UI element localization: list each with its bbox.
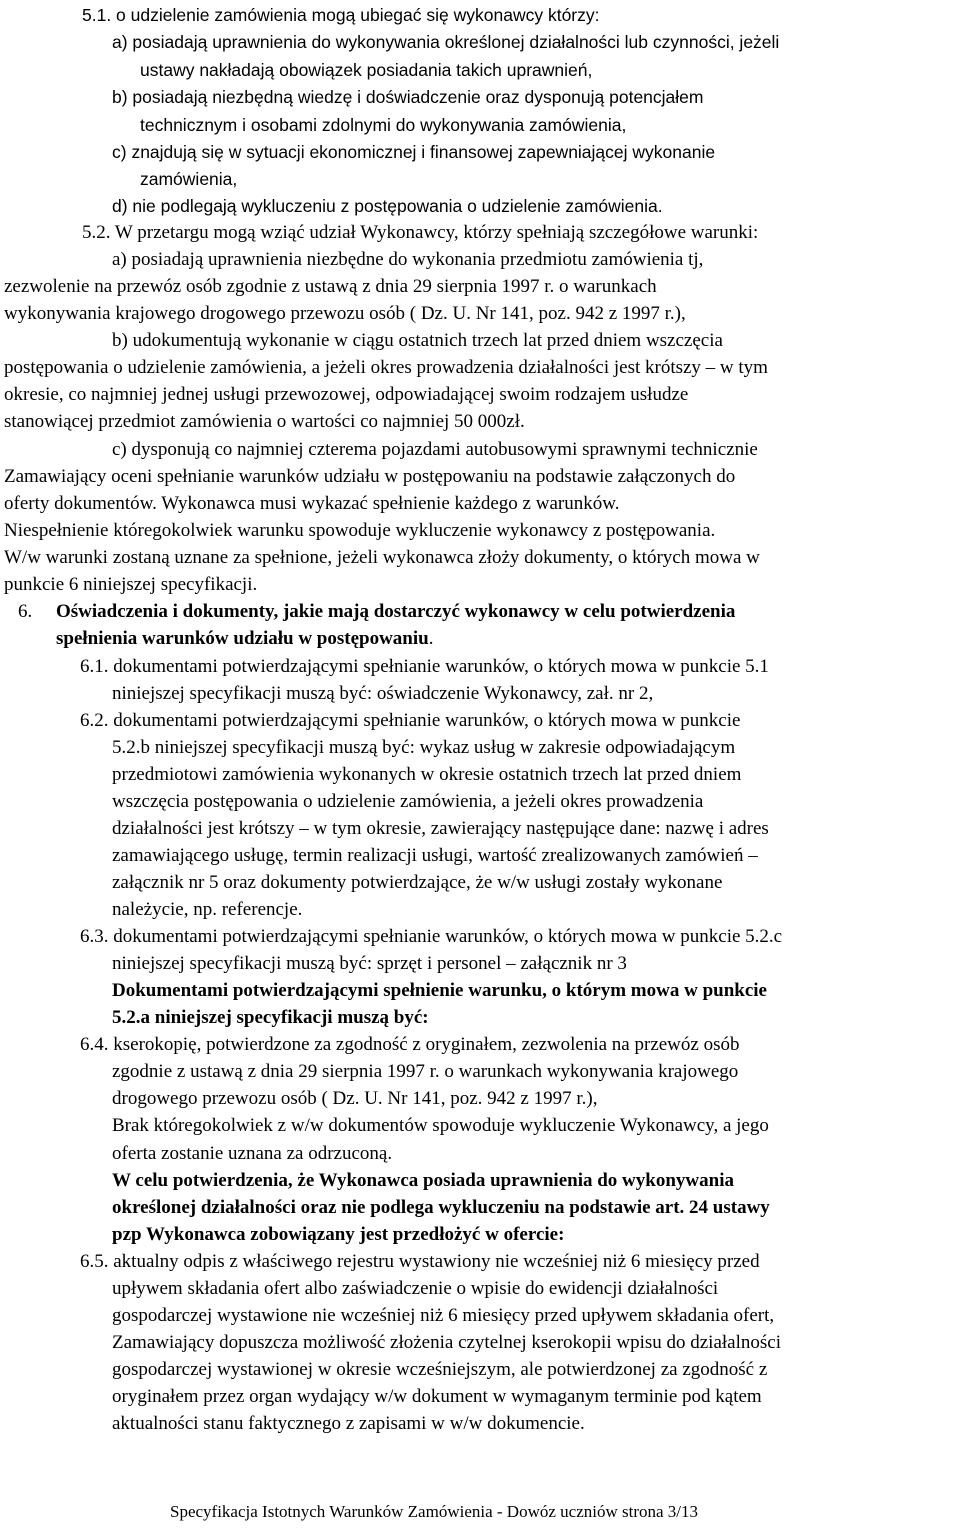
sec62-line: zamawiającego usługę, termin realizacji usługi, wartość zrealizowanych zamówień –	[112, 845, 758, 866]
sec62-line: należycie, np. referencje.	[112, 899, 303, 920]
sec52-line: a) posiadają uprawnienia niezbędne do wykonania przedmiotu zamówienia tj,	[112, 249, 704, 270]
sec52-line: Niespełnienie któregokolwiek warunku spowoduje wykluczenie wykonawcy z postępowania.	[4, 520, 716, 541]
sec64-bold-line: W celu potwierdzenia, że Wykonawca posiada uprawnienia do wykonywania	[112, 1170, 734, 1191]
sec63-bold-line: Dokumentami potwierdzającymi spełnienie warunku, o którym mowa w punkcie	[112, 980, 767, 1001]
sec64-line: drogowego przewozu osób ( Dz. U. Nr 141, poz. 942 z 1997 r.),	[112, 1088, 598, 1109]
sec64-bold-line: określonej działalności oraz nie podlega wykluczeniu na podstawie art. 24 ustawy	[112, 1197, 770, 1218]
sec65-line: Zamawiający dopuszcza możliwość złożenia czytelnej kserokopii wpisu do działalności	[112, 1332, 781, 1353]
sec52-line: Zamawiający oceni spełnianie warunków udziału w postępowaniu na podstawie załączonych do	[4, 466, 736, 487]
sec63-bold-line: 5.2.a niniejszej specyfikacji muszą być:	[112, 1007, 429, 1028]
sec64-line: zgodnie z ustawą z dnia 29 sierpnia 1997 r. o warunkach wykonywania krajowego	[112, 1061, 739, 1082]
sec63-line: niniejszej specyfikacji muszą być: sprzęt i personel – załącznik nr 3	[112, 953, 627, 974]
sec52-line: punkcie 6 niniejszej specyfikacji.	[4, 574, 258, 595]
page-footer: Specyfikacja Istotnych Warunków Zamówienia - Dowóz uczniów strona 3/13	[170, 1502, 699, 1521]
sec62-line: 5.2.b niniejszej specyfikacji muszą być: wykaz usług w zakresie odpowiadającym	[112, 737, 736, 758]
sec62-line: wszczęcia postępowania o udzielenie zamówienia, a jeżeli okres prowadzenia	[112, 791, 704, 812]
sec62-line: przedmiotowi zamówienia wykonanych w okresie ostatnich trzech lat przed dniem	[112, 764, 742, 785]
sec62-line: 6.2. dokumentami potwierdzającymi spełnianie warunków, o których mowa w punkcie	[80, 710, 741, 731]
sec52-line: 5.2. W przetargu mogą wziąć udział Wykonawcy, którzy spełniają szczegółowe warunki:	[82, 222, 759, 243]
sec6-title: Oświadczenia i dokumenty, jakie mają dostarczyć wykonawcy w celu potwierdzenia	[56, 601, 736, 622]
sec51-line: c) znajdują się w sytuacji ekonomicznej i finansowej zapewniającej wykonanie	[112, 142, 716, 162]
sec52-line: zezwolenie na przewóz osób zgodnie z ustawą z dnia 29 sierpnia 1997 r. o warunkach	[4, 276, 657, 297]
sec65-line: oryginałem przez organ wydający w/w dokument w wymaganym terminie pod kątem	[112, 1386, 762, 1407]
sec65-line: upływem składania ofert albo zaświadczenie o wpisie do ewidencji działalności	[112, 1278, 719, 1299]
sec51-line: 5.1. o udzielenie zamówienia mogą ubiegać się wykonawcy którzy:	[82, 5, 600, 25]
sec6-title-bold: spełnienia warunków udziału w postępowaniu	[56, 628, 429, 649]
sec51-line: a) posiadają uprawnienia do wykonywania określonej działalności lub czynności, jeżeli	[112, 32, 780, 52]
sec65-line: aktualności stanu faktycznego z zapisami w w/w dokumencie.	[112, 1413, 585, 1434]
sec52-line: wykonywania krajowego drogowego przewozu osób ( Dz. U. Nr 141, poz. 942 z 1997 r.),	[4, 303, 686, 324]
sec65-line: gospodarczej wystawione nie wcześniej niż 6 miesięcy przed upływem składania ofert,	[112, 1305, 775, 1326]
sec64-line: oferta zostanie uznana za odrzuconą.	[112, 1143, 393, 1164]
sec63-line: 6.3. dokumentami potwierdzającymi spełnianie warunków, o których mowa w punkcie 5.2.c	[80, 926, 783, 947]
sec52-line: okresie, co najmniej jednej usługi przewozowej, odpowiadającej swoim rodzajem usłudze	[4, 384, 689, 405]
sec64-line: Brak któregokolwiek z w/w dokumentów spowoduje wykluczenie Wykonawcy, a jego	[112, 1115, 769, 1136]
sec51-line: technicznym i osobami zdolnymi do wykonywania zamówienia,	[140, 115, 627, 135]
sec52-line: oferty dokumentów. Wykonawca musi wykazać spełnienie każdego z warunków.	[4, 493, 620, 514]
sec52-line: postępowania o udzielenie zamówienia, a jeżeli okres prowadzenia działalności jest krótszy – w tym	[4, 357, 768, 378]
sec61-line: niniejszej specyfikacji muszą być: oświadczenie Wykonawcy, zał. nr 2,	[112, 683, 654, 704]
sec51-line: b) posiadają niezbędną wiedzę i doświadczenie oraz dysponują potencjałem	[112, 87, 704, 107]
sec65-line: 6.5. aktualny odpis z właściwego rejestru wystawiony nie wcześniej niż 6 miesięcy przed	[80, 1251, 760, 1272]
sec51-line: d) nie podlegają wykluczeniu z postępowania o udzielenie zamówienia.	[112, 196, 663, 216]
sec64-line: 6.4. kserokopię, potwierdzone za zgodność z oryginałem, zezwolenia na przewóz osób	[80, 1034, 740, 1055]
sec6-number: 6.	[18, 601, 33, 622]
sec64-bold-line: pzp Wykonawca zobowiązany jest przedłożyć w ofercie:	[112, 1224, 565, 1245]
sec62-line: działalności jest krótszy – w tym okresie, zawierający następujące dane: nazwę i adres	[112, 818, 769, 839]
sec51-line: ustawy nakładają obowiązek posiadania takich uprawnień,	[140, 60, 593, 80]
sec51-line: zamówienia,	[140, 169, 238, 189]
sec6-title-period: .	[428, 628, 434, 649]
sec62-line: załącznik nr 5 oraz dokumenty potwierdzające, że w/w usługi zostały wykonane	[112, 872, 723, 893]
sec52-line: W/w warunki zostaną uznane za spełnione, jeżeli wykonawca złoży dokumenty, o których mowa w	[4, 547, 760, 568]
sec6-title-line2	[56, 625, 433, 652]
sec65-line: gospodarczej wystawionej w okresie wcześniejszym, ale potwierdzonej za zgodność z	[112, 1359, 768, 1380]
sec61-line: 6.1. dokumentami potwierdzającymi spełnianie warunków, o których mowa w punkcie 5.1	[80, 656, 769, 677]
sec52-line: stanowiącej przedmiot zamówienia o wartości co najmniej 50 000zł.	[4, 411, 525, 432]
sec52-line: c) dysponują co najmniej czterema pojazdami autobusowymi sprawnymi technicznie	[112, 439, 758, 460]
sec52-line: b) udokumentują wykonanie w ciągu ostatnich trzech lat przed dniem wszczęcia	[112, 330, 723, 351]
